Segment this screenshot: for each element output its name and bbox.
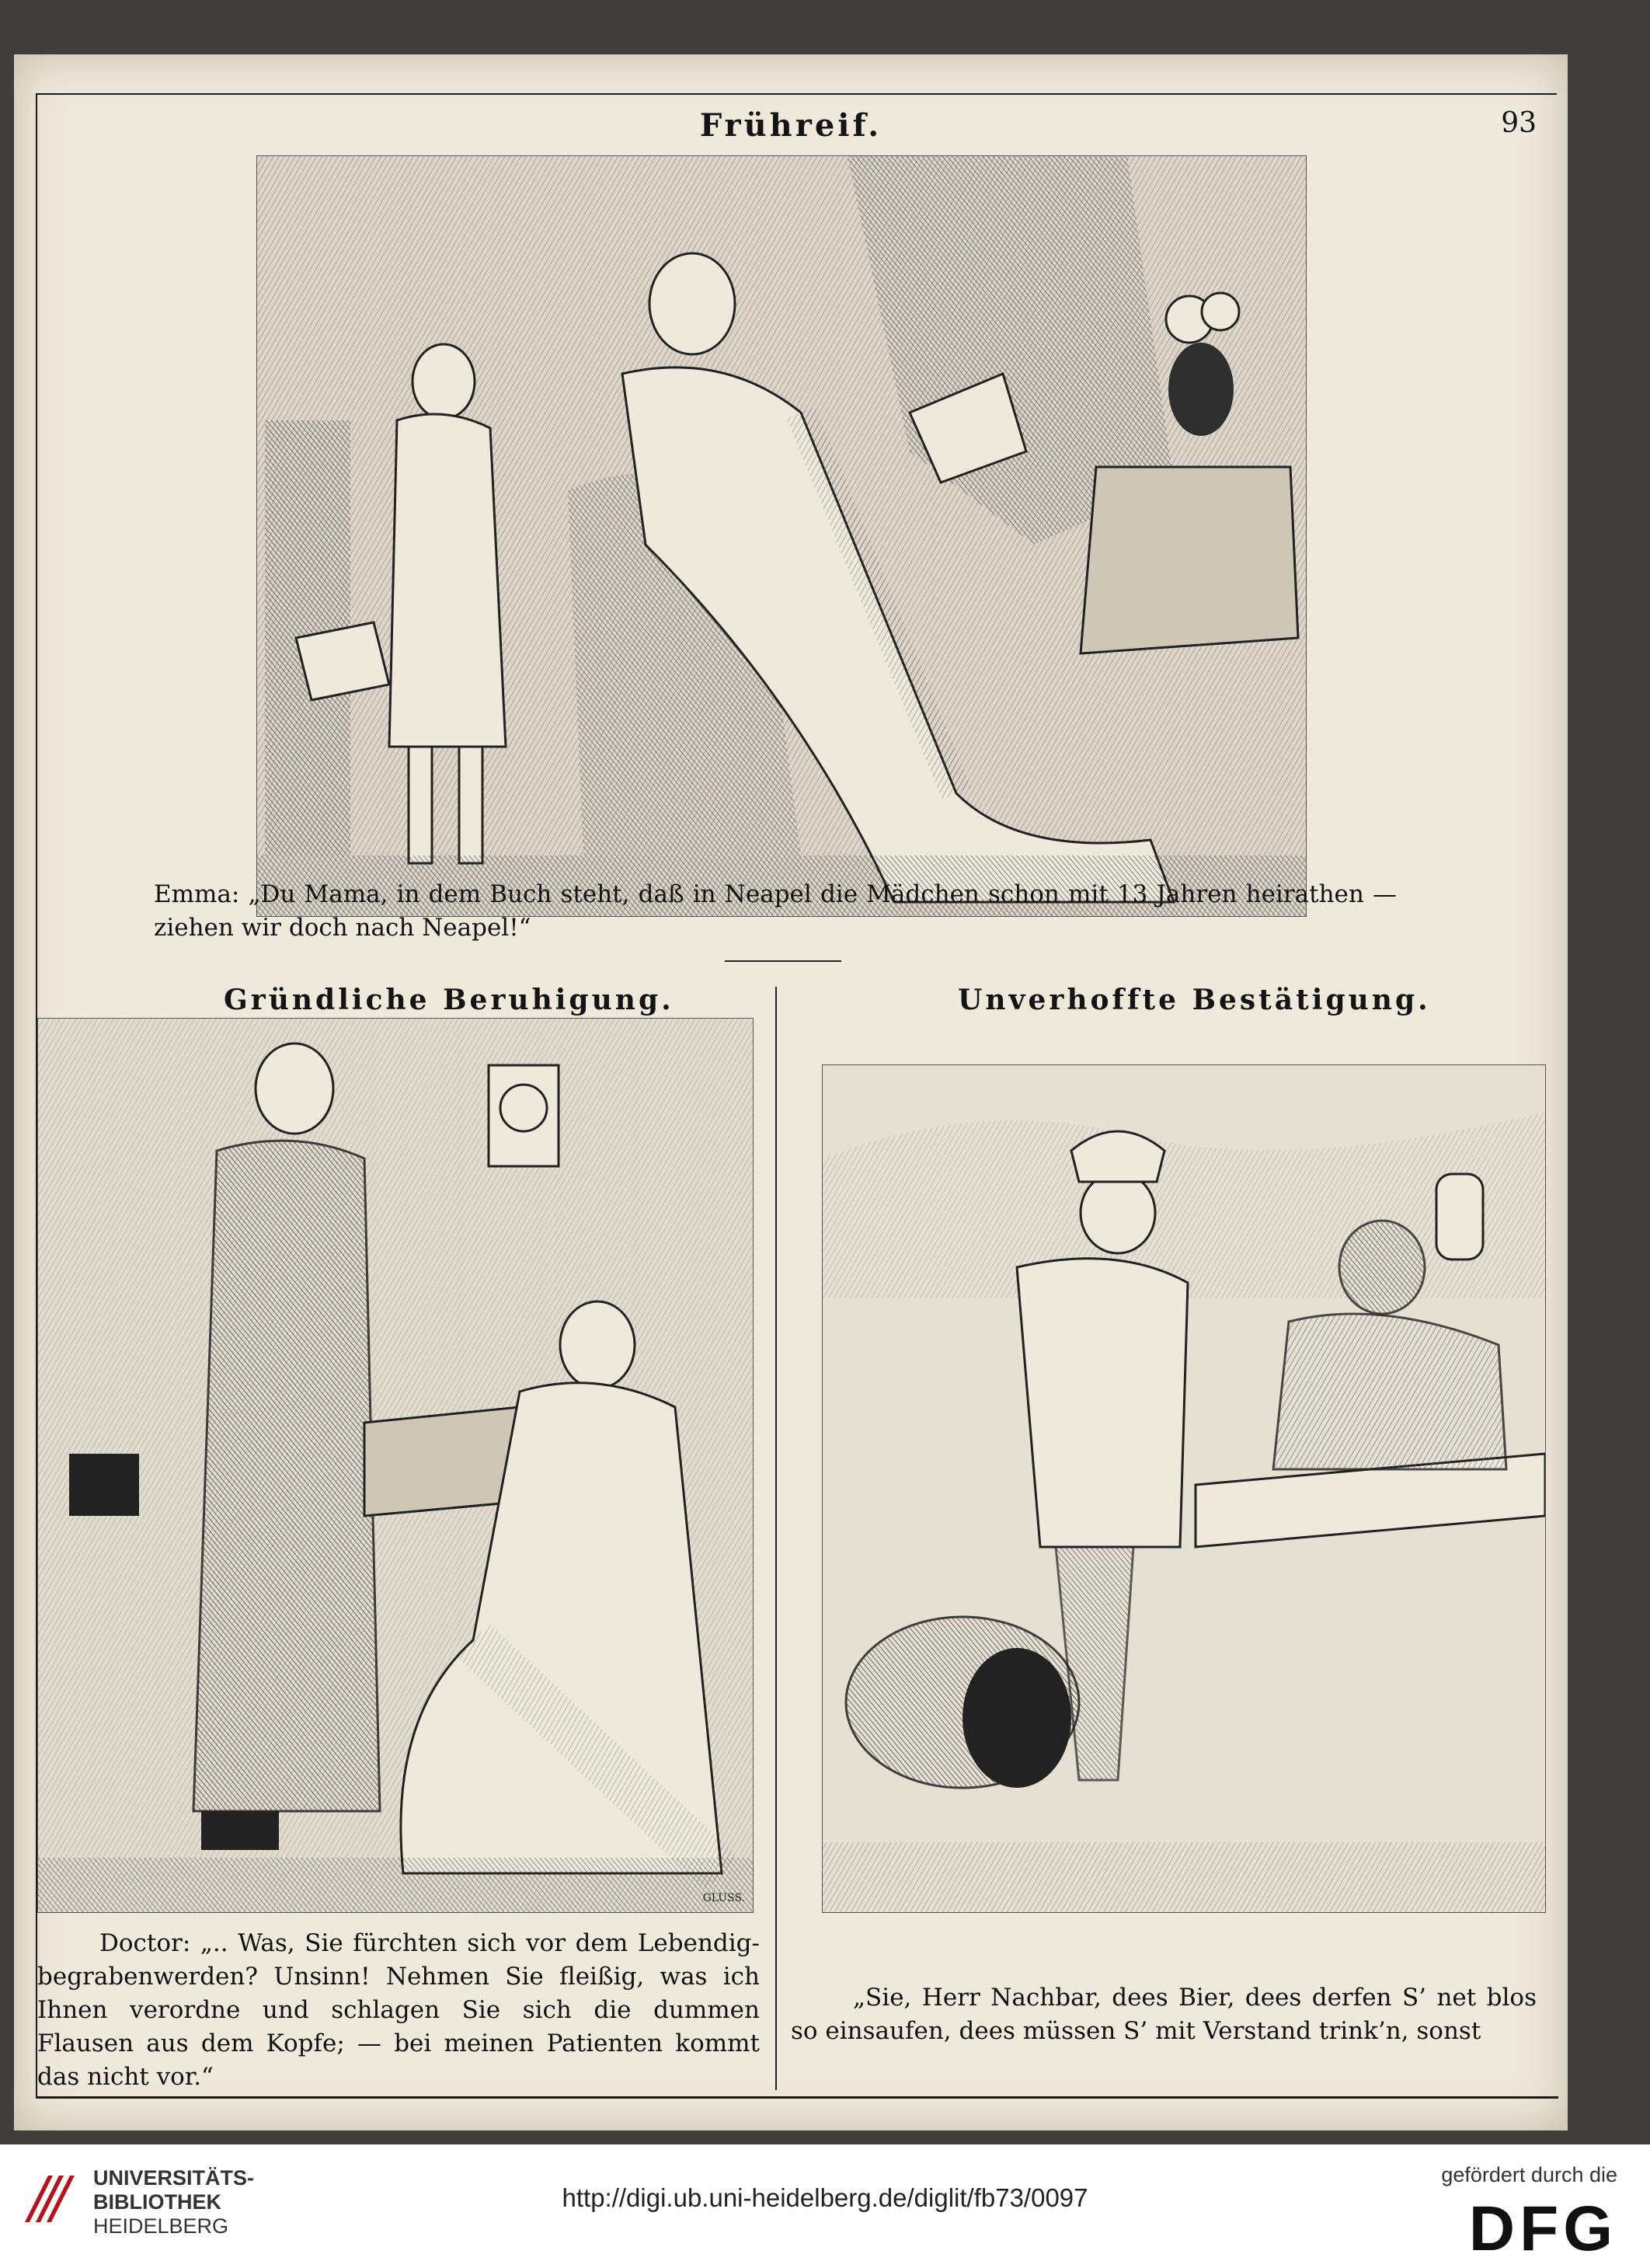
dfg-logo[interactable]: DFG bbox=[1468, 2193, 1617, 2264]
page-sheet bbox=[14, 54, 1568, 2130]
institution-line-3: HEIDELBERG bbox=[93, 2214, 229, 2238]
right-illustration bbox=[822, 1064, 1546, 1913]
top-illustration bbox=[256, 155, 1307, 917]
column-divider bbox=[775, 987, 777, 2090]
top-caption: Emma: „Du Mama, in dem Buch steht, daß in Neapel die Mädchen schon mit 13 Jahren heirathen — ziehen wir doch nach Neapel!“ bbox=[154, 880, 1397, 942]
left-caption: Doctor: „.. Was, Sie fürchten sich vor dem Lebendig-begrabenwerden? Unsinn! Nehmen Sie fleißig, was ich Ihnen verordne und schlagen Sie sich die dummen Flausen aus dem Kopfe; — bei meinen Patienten kommt das nicht vor.“ bbox=[37, 1929, 760, 2091]
left-cartoon-title: Gründliche Beruhigung. bbox=[224, 984, 674, 1016]
right-cartoon-title: Unverhoffte Bestätigung. bbox=[958, 984, 1431, 1016]
page-number: 93 bbox=[1501, 107, 1537, 139]
artist-signature: GLUSS. bbox=[702, 1892, 745, 1904]
institution-line-2: BIBLIOTHEK bbox=[93, 2190, 221, 2214]
bottom-rule bbox=[36, 2096, 1558, 2099]
permalink-url[interactable]: http://digi.ub.uni-heidelberg.de/diglit/fb73/0097 bbox=[562, 2183, 1088, 2212]
caption-rule bbox=[725, 960, 841, 962]
funding-label: gefördert durch die bbox=[1441, 2163, 1617, 2186]
left-illustration bbox=[37, 1018, 754, 1913]
right-caption: „Sie, Herr Nachbar, dees Bier, dees derfen S’ net blos so einsaufen, dees müssen S’ mit Verstand trink’n, sonst bbox=[791, 1984, 1537, 2045]
institution-line-1: UNIVERSITÄTS- bbox=[93, 2166, 255, 2190]
page-title: Frühreif. bbox=[699, 107, 882, 144]
viewer-footer bbox=[0, 2144, 1650, 2268]
